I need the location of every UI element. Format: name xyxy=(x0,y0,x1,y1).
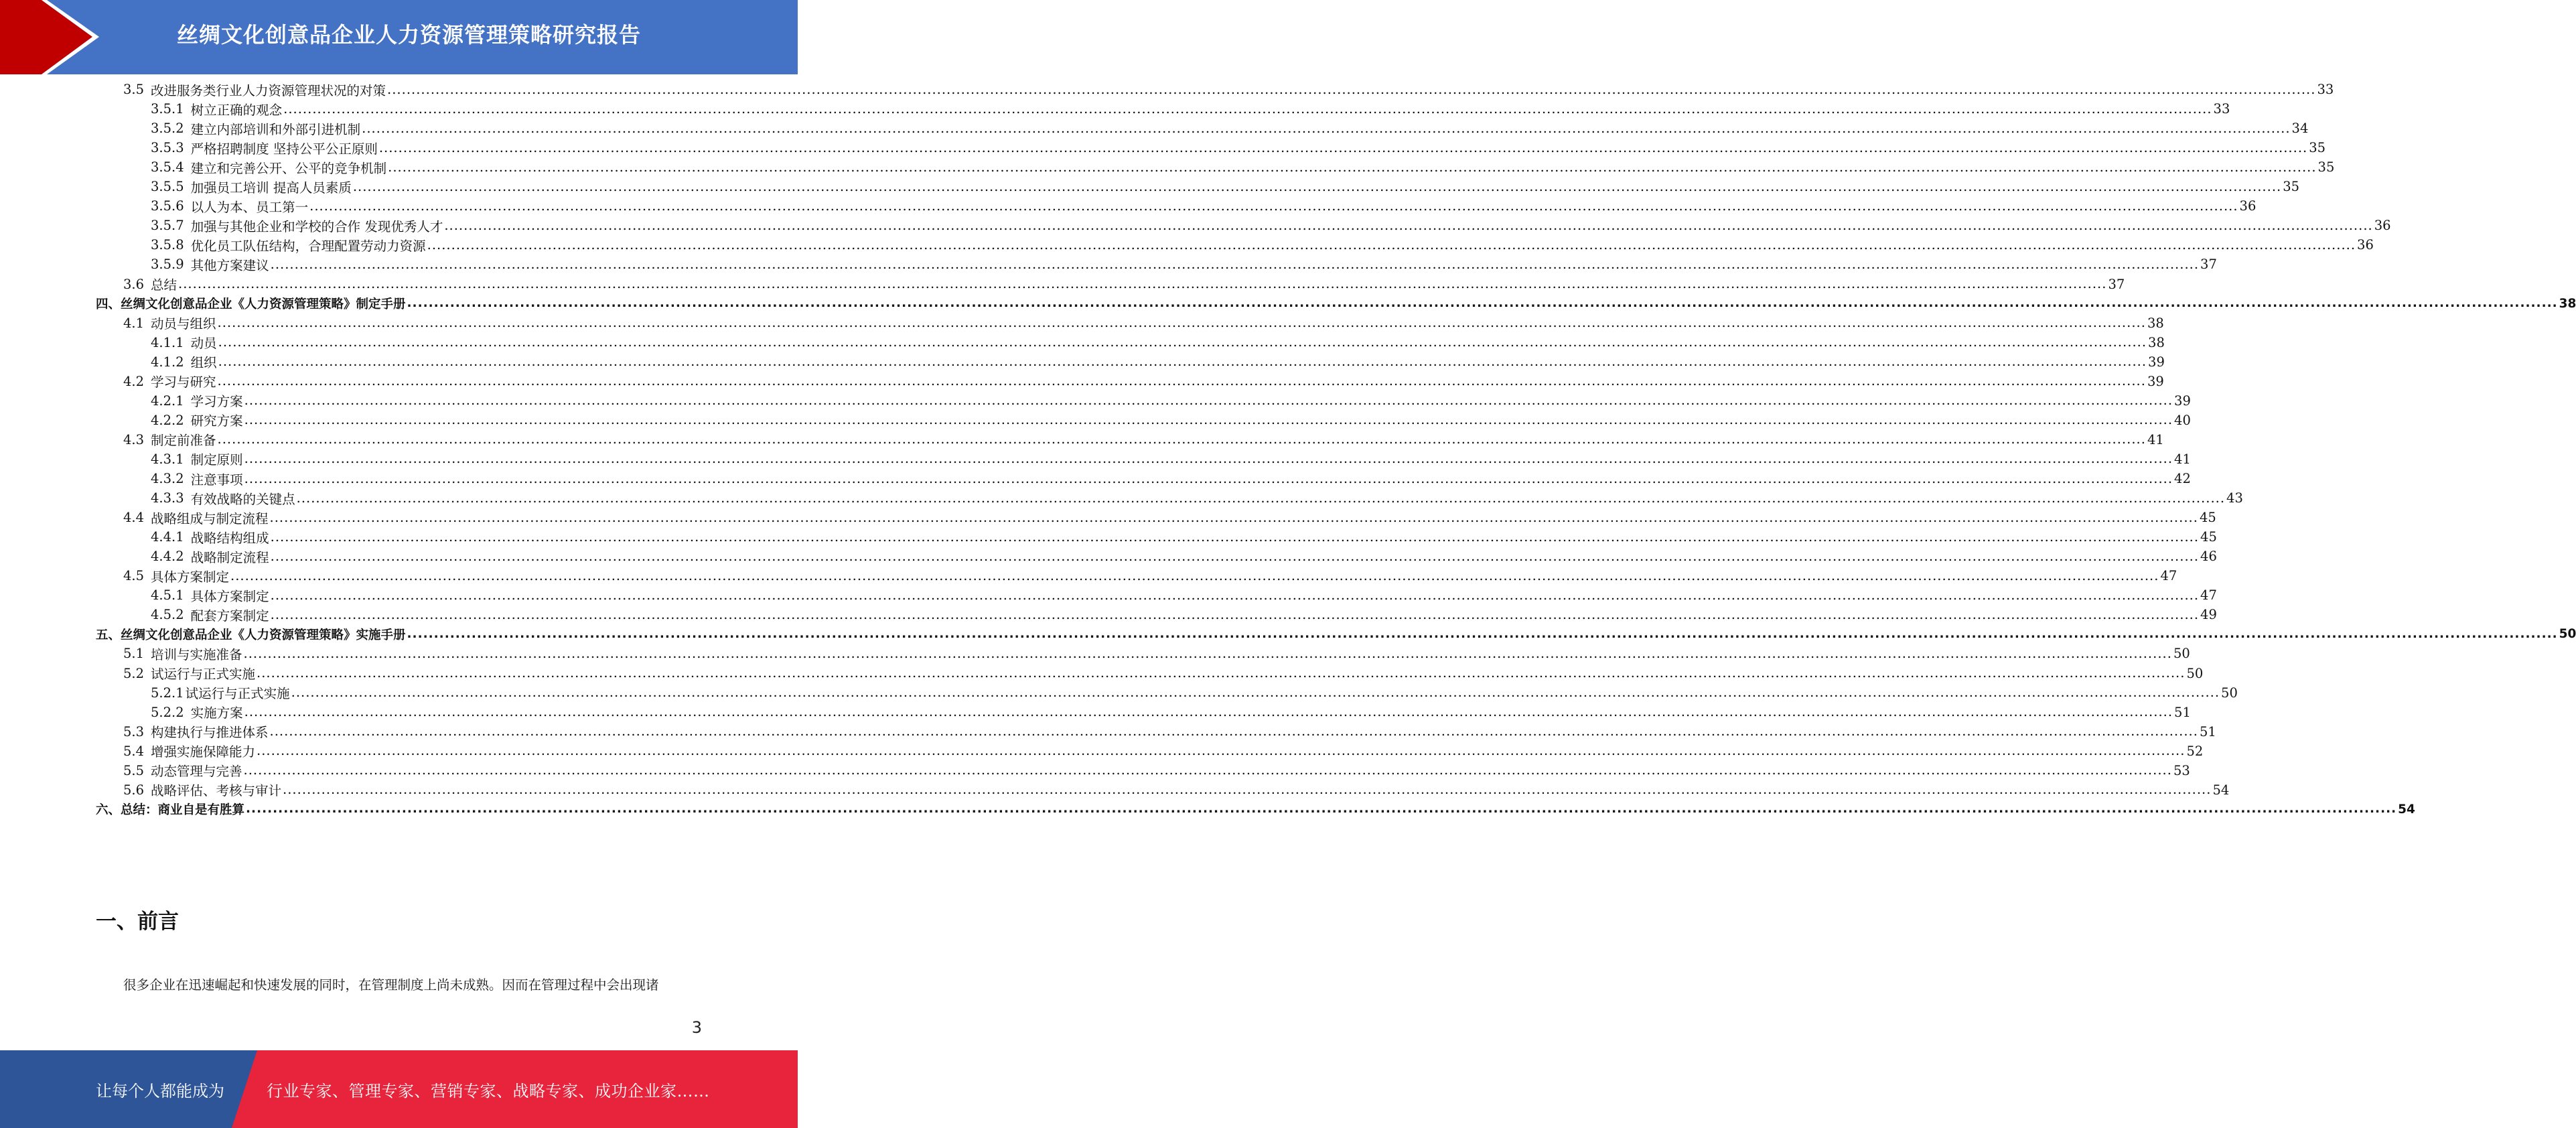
toc-entry-page: 43 xyxy=(2226,490,2243,506)
toc-entry-title: 研究方案 xyxy=(190,413,243,429)
toc-entry[interactable] xyxy=(151,196,2257,216)
toc-entry-number: 5.2.2 xyxy=(151,704,184,720)
toc-entry-title: 具体方案制定 xyxy=(190,588,269,604)
toc-entry-title: 动员与组织 xyxy=(151,316,216,332)
toc-entry-number: 4.1.1 xyxy=(151,334,184,350)
header-arrow-icon xyxy=(0,0,107,74)
toc-entry-page: 40 xyxy=(2174,412,2191,428)
toc-leader-dots: ................................................................................................................................................................................................................................................................................................................................................................................................................ xyxy=(269,509,2198,525)
toc-entry-page: 38 xyxy=(2148,334,2165,350)
toc-entry[interactable] xyxy=(151,410,2191,431)
toc-entry-title: 五、丝绸文化创意品企业《人力资源管理策略》实施手册 xyxy=(96,628,406,642)
document-title: 丝绸文化创意品企业人力资源管理策略研究报告 xyxy=(176,22,641,48)
toc-entry-number: 3.5 xyxy=(123,82,145,97)
toc-entry-title: 培训与实施准备 xyxy=(151,646,242,662)
toc-entry-page: 50 xyxy=(2186,665,2204,681)
toc-entry-number: 3.5.5 xyxy=(151,179,184,195)
toc-entry-title: 动态管理与完善 xyxy=(151,764,242,780)
toc-leader-dots: ................................................................................................................................................................................................................................................................................................................................................................................................................ xyxy=(257,743,2186,759)
toc-entry-number: 3.5.7 xyxy=(151,218,184,234)
toc-entry-page: 33 xyxy=(2317,82,2334,97)
toc-entry-page: 39 xyxy=(2147,373,2164,389)
toc-entry[interactable] xyxy=(96,293,2576,314)
toc-entry-page: 50 xyxy=(2559,627,2576,642)
toc-entry-title: 树立正确的观念 xyxy=(190,102,283,118)
toc-entry-number: 3.5.3 xyxy=(151,140,184,156)
toc-leader-dots: ................................................................................................................................................................................................................................................................................................................................................................................................................ xyxy=(246,802,2397,817)
toc-entry-title: 构建执行与推进体系 xyxy=(151,725,269,741)
toc-leader-dots: ................................................................................................................................................................................................................................................................................................................................................................................................................ xyxy=(387,81,2316,97)
toc-entry-number: 4.1.2 xyxy=(151,354,184,370)
toc-entry-title: 组织 xyxy=(190,355,217,371)
toc-entry-title: 注意事项 xyxy=(190,472,243,488)
toc-leader-dots: ................................................................................................................................................................................................................................................................................................................................................................................................................ xyxy=(243,645,2172,661)
toc-leader-dots: ................................................................................................................................................................................................................................................................................................................................................................................................................ xyxy=(283,782,2212,798)
toc-leader-dots: ................................................................................................................................................................................................................................................................................................................................................................................................................ xyxy=(257,665,2186,681)
toc-leader-dots: ................................................................................................................................................................................................................................................................................................................................................................................................................ xyxy=(388,159,2317,175)
toc-entry-number: 4.3.3 xyxy=(151,490,184,506)
toc-entry-number: 5.4 xyxy=(123,743,145,759)
toc-leader-dots: ................................................................................................................................................................................................................................................................................................................................................................................................................ xyxy=(243,762,2172,778)
toc-entry[interactable] xyxy=(123,507,2216,528)
toc-leader-dots: ................................................................................................................................................................................................................................................................................................................................................................................................................ xyxy=(217,315,2146,331)
toc-entry[interactable] xyxy=(151,488,2243,508)
toc-entry-number: 4.2.2 xyxy=(151,412,184,428)
toc-entry-number: 4.4 xyxy=(123,510,145,526)
toc-entry-number: 3.5.8 xyxy=(151,237,184,253)
toc-leader-dots: ................................................................................................................................................................................................................................................................................................................................................................................................................ xyxy=(362,120,2291,136)
toc-entry[interactable] xyxy=(123,780,2230,800)
toc-entry-page: 54 xyxy=(2212,782,2230,798)
toc-leader-dots: ................................................................................................................................................................................................................................................................................................................................................................................................................ xyxy=(407,626,2558,641)
toc-entry[interactable] xyxy=(151,254,2217,275)
toc-leader-dots: ................................................................................................................................................................................................................................................................................................................................................................................................................ xyxy=(296,490,2226,506)
toc-entry-number: 3.5.9 xyxy=(151,257,184,273)
toc-entry-number: 4.3 xyxy=(123,431,145,447)
toc-entry[interactable] xyxy=(123,643,2190,664)
toc-leader-dots: ................................................................................................................................................................................................................................................................................................................................................................................................................ xyxy=(244,470,2173,486)
toc-entry-page: 49 xyxy=(2200,607,2217,623)
toc-entry[interactable] xyxy=(151,352,2165,372)
toc-entry-number: 4.5.2 xyxy=(151,607,184,623)
toc-entry[interactable] xyxy=(151,702,2191,723)
toc-entry-page: 38 xyxy=(2559,296,2576,311)
toc-leader-dots: ................................................................................................................................................................................................................................................................................................................................................................................................................ xyxy=(244,451,2173,467)
footer-slogan-right: 行业专家、管理专家、营销专家、战略专家、成功企业家…… xyxy=(267,1081,710,1101)
toc-entry[interactable] xyxy=(123,79,2334,100)
toc-entry-title: 改进服务类行业人力资源管理状况的对策 xyxy=(151,82,386,98)
toc-entry-title: 六、总结：商业自是有胜算 xyxy=(96,803,245,818)
toc-entry[interactable] xyxy=(123,371,2164,392)
toc-entry-number: 4.4.2 xyxy=(151,549,184,565)
toc-entry[interactable] xyxy=(151,176,2300,197)
toc-entry-title: 学习方案 xyxy=(190,394,243,410)
toc-entry-title: 总结 xyxy=(151,277,177,293)
toc-leader-dots: ................................................................................................................................................................................................................................................................................................................................................................................................................ xyxy=(283,100,2212,117)
toc-leader-dots: ................................................................................................................................................................................................................................................................................................................................................................................................................ xyxy=(217,431,2146,447)
toc-entry[interactable] xyxy=(151,391,2191,411)
toc-entry-title: 加强与其他企业和学校的合作 发现优秀人才 xyxy=(190,218,443,234)
toc-entry-number: 4.5.1 xyxy=(151,587,184,604)
toc-entry-page: 37 xyxy=(2108,276,2125,292)
toc-entry-number: 4.4.1 xyxy=(151,529,184,545)
toc-entry-number: 3.5.2 xyxy=(151,121,184,137)
toc-leader-dots: ................................................................................................................................................................................................................................................................................................................................................................................................................ xyxy=(244,704,2173,720)
toc-leader-dots: ................................................................................................................................................................................................................................................................................................................................................................................................................ xyxy=(269,723,2198,739)
toc-entry[interactable] xyxy=(151,118,2309,139)
toc-entry[interactable] xyxy=(123,565,2177,586)
toc-entry-number: 4.1 xyxy=(123,315,145,331)
toc-entry-number: 4.3.2 xyxy=(151,471,184,486)
toc-entry[interactable] xyxy=(123,274,2125,295)
toc-entry[interactable] xyxy=(151,98,2230,119)
toc-leader-dots: ................................................................................................................................................................................................................................................................................................................................................................................................................ xyxy=(291,685,2220,701)
toc-entry-number: 3.5.1 xyxy=(151,101,184,117)
toc-entry-number: 4.2.1 xyxy=(151,393,184,409)
toc-entry[interactable] xyxy=(151,585,2217,606)
toc-entry-page: 36 xyxy=(2357,237,2374,253)
toc-entry[interactable] xyxy=(123,313,2164,334)
toc-entry-title: 以人为本、员工第一 xyxy=(190,199,309,215)
toc-entry-page: 41 xyxy=(2174,451,2191,467)
toc-entry-number: 5.2.1 xyxy=(151,685,184,701)
page-number: 3 xyxy=(691,1018,702,1037)
toc-entry[interactable] xyxy=(151,683,2238,703)
toc-entry[interactable] xyxy=(123,721,2216,742)
toc-entry[interactable] xyxy=(151,137,2326,158)
toc-entry-page: 47 xyxy=(2160,568,2177,584)
toc-entry-title: 建立内部培训和外部引进机制 xyxy=(190,121,361,137)
toc-entry[interactable] xyxy=(96,799,2415,820)
toc-entry-title: 试运行与正式实施 xyxy=(151,666,256,682)
toc-leader-dots: ................................................................................................................................................................................................................................................................................................................................................................................................................ xyxy=(218,354,2147,370)
toc-leader-dots: ................................................................................................................................................................................................................................................................................................................................................................................................................ xyxy=(309,198,2238,214)
toc-entry[interactable] xyxy=(151,332,2165,353)
toc-leader-dots: ................................................................................................................................................................................................................................................................................................................................................................................................................ xyxy=(270,548,2200,564)
toc-entry-number: 4.5 xyxy=(123,568,145,584)
toc-entry-page: 52 xyxy=(2186,743,2204,759)
body-paragraph: 很多企业在迅速崛起和快速发展的同时，在管理制度上尚未成熟。因而在管理过程中会出现诸 xyxy=(123,977,659,993)
toc-entry-page: 54 xyxy=(2398,802,2415,817)
toc-entry-page: 50 xyxy=(2221,685,2238,701)
toc-entry[interactable] xyxy=(96,624,2576,644)
toc-entry-title: 实施方案 xyxy=(190,705,243,721)
toc-entry-page: 41 xyxy=(2147,431,2164,447)
toc-entry[interactable] xyxy=(123,741,2204,762)
toc-entry-title: 严格招聘制度 坚持公平公正原则 xyxy=(190,141,378,157)
toc-entry-title: 具体方案制定 xyxy=(151,569,230,585)
toc-leader-dots: ................................................................................................................................................................................................................................................................................................................................................................................................................ xyxy=(444,217,2373,233)
footer-slogan-left: 让每个人都能成为 xyxy=(96,1081,224,1101)
toc-entry-title: 加强员工培训 提高人员素质 xyxy=(190,180,352,196)
toc-entry-title: 配套方案制定 xyxy=(190,608,269,624)
toc-entry-number: 3.6 xyxy=(123,276,145,292)
toc-leader-dots: ................................................................................................................................................................................................................................................................................................................................................................................................................ xyxy=(218,334,2147,350)
toc-entry[interactable] xyxy=(151,546,2217,567)
toc-entry-page: 36 xyxy=(2374,218,2391,234)
toc-entry-page: 36 xyxy=(2239,198,2257,214)
toc-entry-page: 45 xyxy=(2199,510,2216,526)
toc-entry-number: 5.1 xyxy=(123,646,145,662)
toc-leader-dots: ................................................................................................................................................................................................................................................................................................................................................................................................................ xyxy=(270,256,2200,272)
toc-entry[interactable] xyxy=(151,215,2391,236)
toc-entry-page: 37 xyxy=(2200,257,2217,273)
toc-entry[interactable] xyxy=(123,760,2190,781)
toc-entry-number: 4.3.1 xyxy=(151,451,184,467)
toc-entry-number: 4.2 xyxy=(123,373,145,389)
toc-entry[interactable] xyxy=(151,468,2191,489)
toc-entry-title: 试运行与正式实施 xyxy=(185,686,290,702)
toc-entry-title: 动员 xyxy=(190,336,217,352)
toc-entry-number: 3.5.4 xyxy=(151,159,184,175)
toc-entry-title: 其他方案建议 xyxy=(190,257,269,273)
page-footer xyxy=(0,1050,798,1128)
toc-entry-number: 5.2 xyxy=(123,665,145,681)
toc-entry[interactable] xyxy=(151,234,2374,255)
toc-entry-page: 42 xyxy=(2174,471,2191,486)
toc-leader-dots: ................................................................................................................................................................................................................................................................................................................................................................................................................ xyxy=(230,567,2159,583)
toc-entry-page: 34 xyxy=(2291,121,2309,137)
toc-entry-page: 35 xyxy=(2309,140,2326,156)
toc-entry-number: 5.3 xyxy=(123,723,145,739)
toc-entry-title: 优化员工队伍结构，合理配置劳动力资源 xyxy=(190,238,426,254)
toc-leader-dots: ................................................................................................................................................................................................................................................................................................................................................................................................................ xyxy=(270,606,2200,622)
toc-entry-page: 33 xyxy=(2213,101,2230,117)
toc-entry[interactable] xyxy=(123,429,2164,450)
toc-leader-dots: ................................................................................................................................................................................................................................................................................................................................................................................................................ xyxy=(378,139,2308,155)
toc-entry-number: 3.5.6 xyxy=(151,198,184,214)
toc-leader-dots: ................................................................................................................................................................................................................................................................................................................................................................................................................ xyxy=(217,373,2146,389)
toc-entry-title: 制定前准备 xyxy=(151,433,216,449)
toc-entry-page: 47 xyxy=(2200,587,2217,604)
page-header xyxy=(0,0,798,74)
toc-entry-page: 35 xyxy=(2283,179,2300,195)
toc-entry-number: 5.5 xyxy=(123,762,145,778)
toc-leader-dots: ................................................................................................................................................................................................................................................................................................................................................................................................................ xyxy=(178,276,2107,291)
toc-entry-title: 战略制定流程 xyxy=(190,549,269,565)
toc-entry-page: 51 xyxy=(2199,723,2216,739)
toc-entry-title: 制定原则 xyxy=(190,452,243,468)
toc-entry-title: 学习与研究 xyxy=(151,374,216,391)
section-heading: 一、前言 xyxy=(96,910,179,934)
toc-leader-dots: ................................................................................................................................................................................................................................................................................................................................................................................................................ xyxy=(270,587,2200,603)
toc-entry-page: 50 xyxy=(2173,646,2190,662)
toc-entry[interactable] xyxy=(151,604,2217,625)
toc-entry-title: 战略结构组成 xyxy=(190,530,269,546)
toc-entry-page: 38 xyxy=(2147,315,2164,331)
toc-entry[interactable] xyxy=(123,663,2204,684)
toc-leader-dots: ................................................................................................................................................................................................................................................................................................................................................................................................................ xyxy=(407,296,2558,311)
toc-entry-page: 45 xyxy=(2200,529,2217,545)
toc-entry-title: 建立和完善公开、公平的竞争机制 xyxy=(190,160,387,176)
toc-entry-number: 5.6 xyxy=(123,782,145,798)
toc-entry-title: 增强实施保障能力 xyxy=(151,744,256,760)
toc-entry-title: 战略评估、考核与审计 xyxy=(151,783,282,799)
toc-entry-title: 四、丝绸文化创意品企业《人力资源管理策略》制定手册 xyxy=(96,297,406,312)
toc-leader-dots: ................................................................................................................................................................................................................................................................................................................................................................................................................ xyxy=(270,528,2200,545)
toc-leader-dots: ................................................................................................................................................................................................................................................................................................................................................................................................................ xyxy=(244,393,2173,409)
toc-entry[interactable] xyxy=(151,526,2217,547)
toc-entry-page: 51 xyxy=(2174,704,2191,720)
toc-entry-page: 39 xyxy=(2174,393,2191,409)
toc-leader-dots: ................................................................................................................................................................................................................................................................................................................................................................................................................ xyxy=(427,236,2356,253)
toc-entry-page: 53 xyxy=(2173,762,2190,778)
toc-entry[interactable] xyxy=(151,157,2335,178)
toc-leader-dots: ................................................................................................................................................................................................................................................................................................................................................................................................................ xyxy=(244,412,2173,428)
toc-entry-page: 35 xyxy=(2317,159,2335,175)
toc-entry-page: 39 xyxy=(2148,354,2165,370)
toc-leader-dots: ................................................................................................................................................................................................................................................................................................................................................................................................................ xyxy=(352,178,2282,194)
toc-entry[interactable] xyxy=(151,449,2191,470)
toc-entry-page: 46 xyxy=(2200,549,2217,565)
toc-entry-title: 有效战略的关键点 xyxy=(190,491,295,507)
toc-entry-title: 战略组成与制定流程 xyxy=(151,510,269,526)
